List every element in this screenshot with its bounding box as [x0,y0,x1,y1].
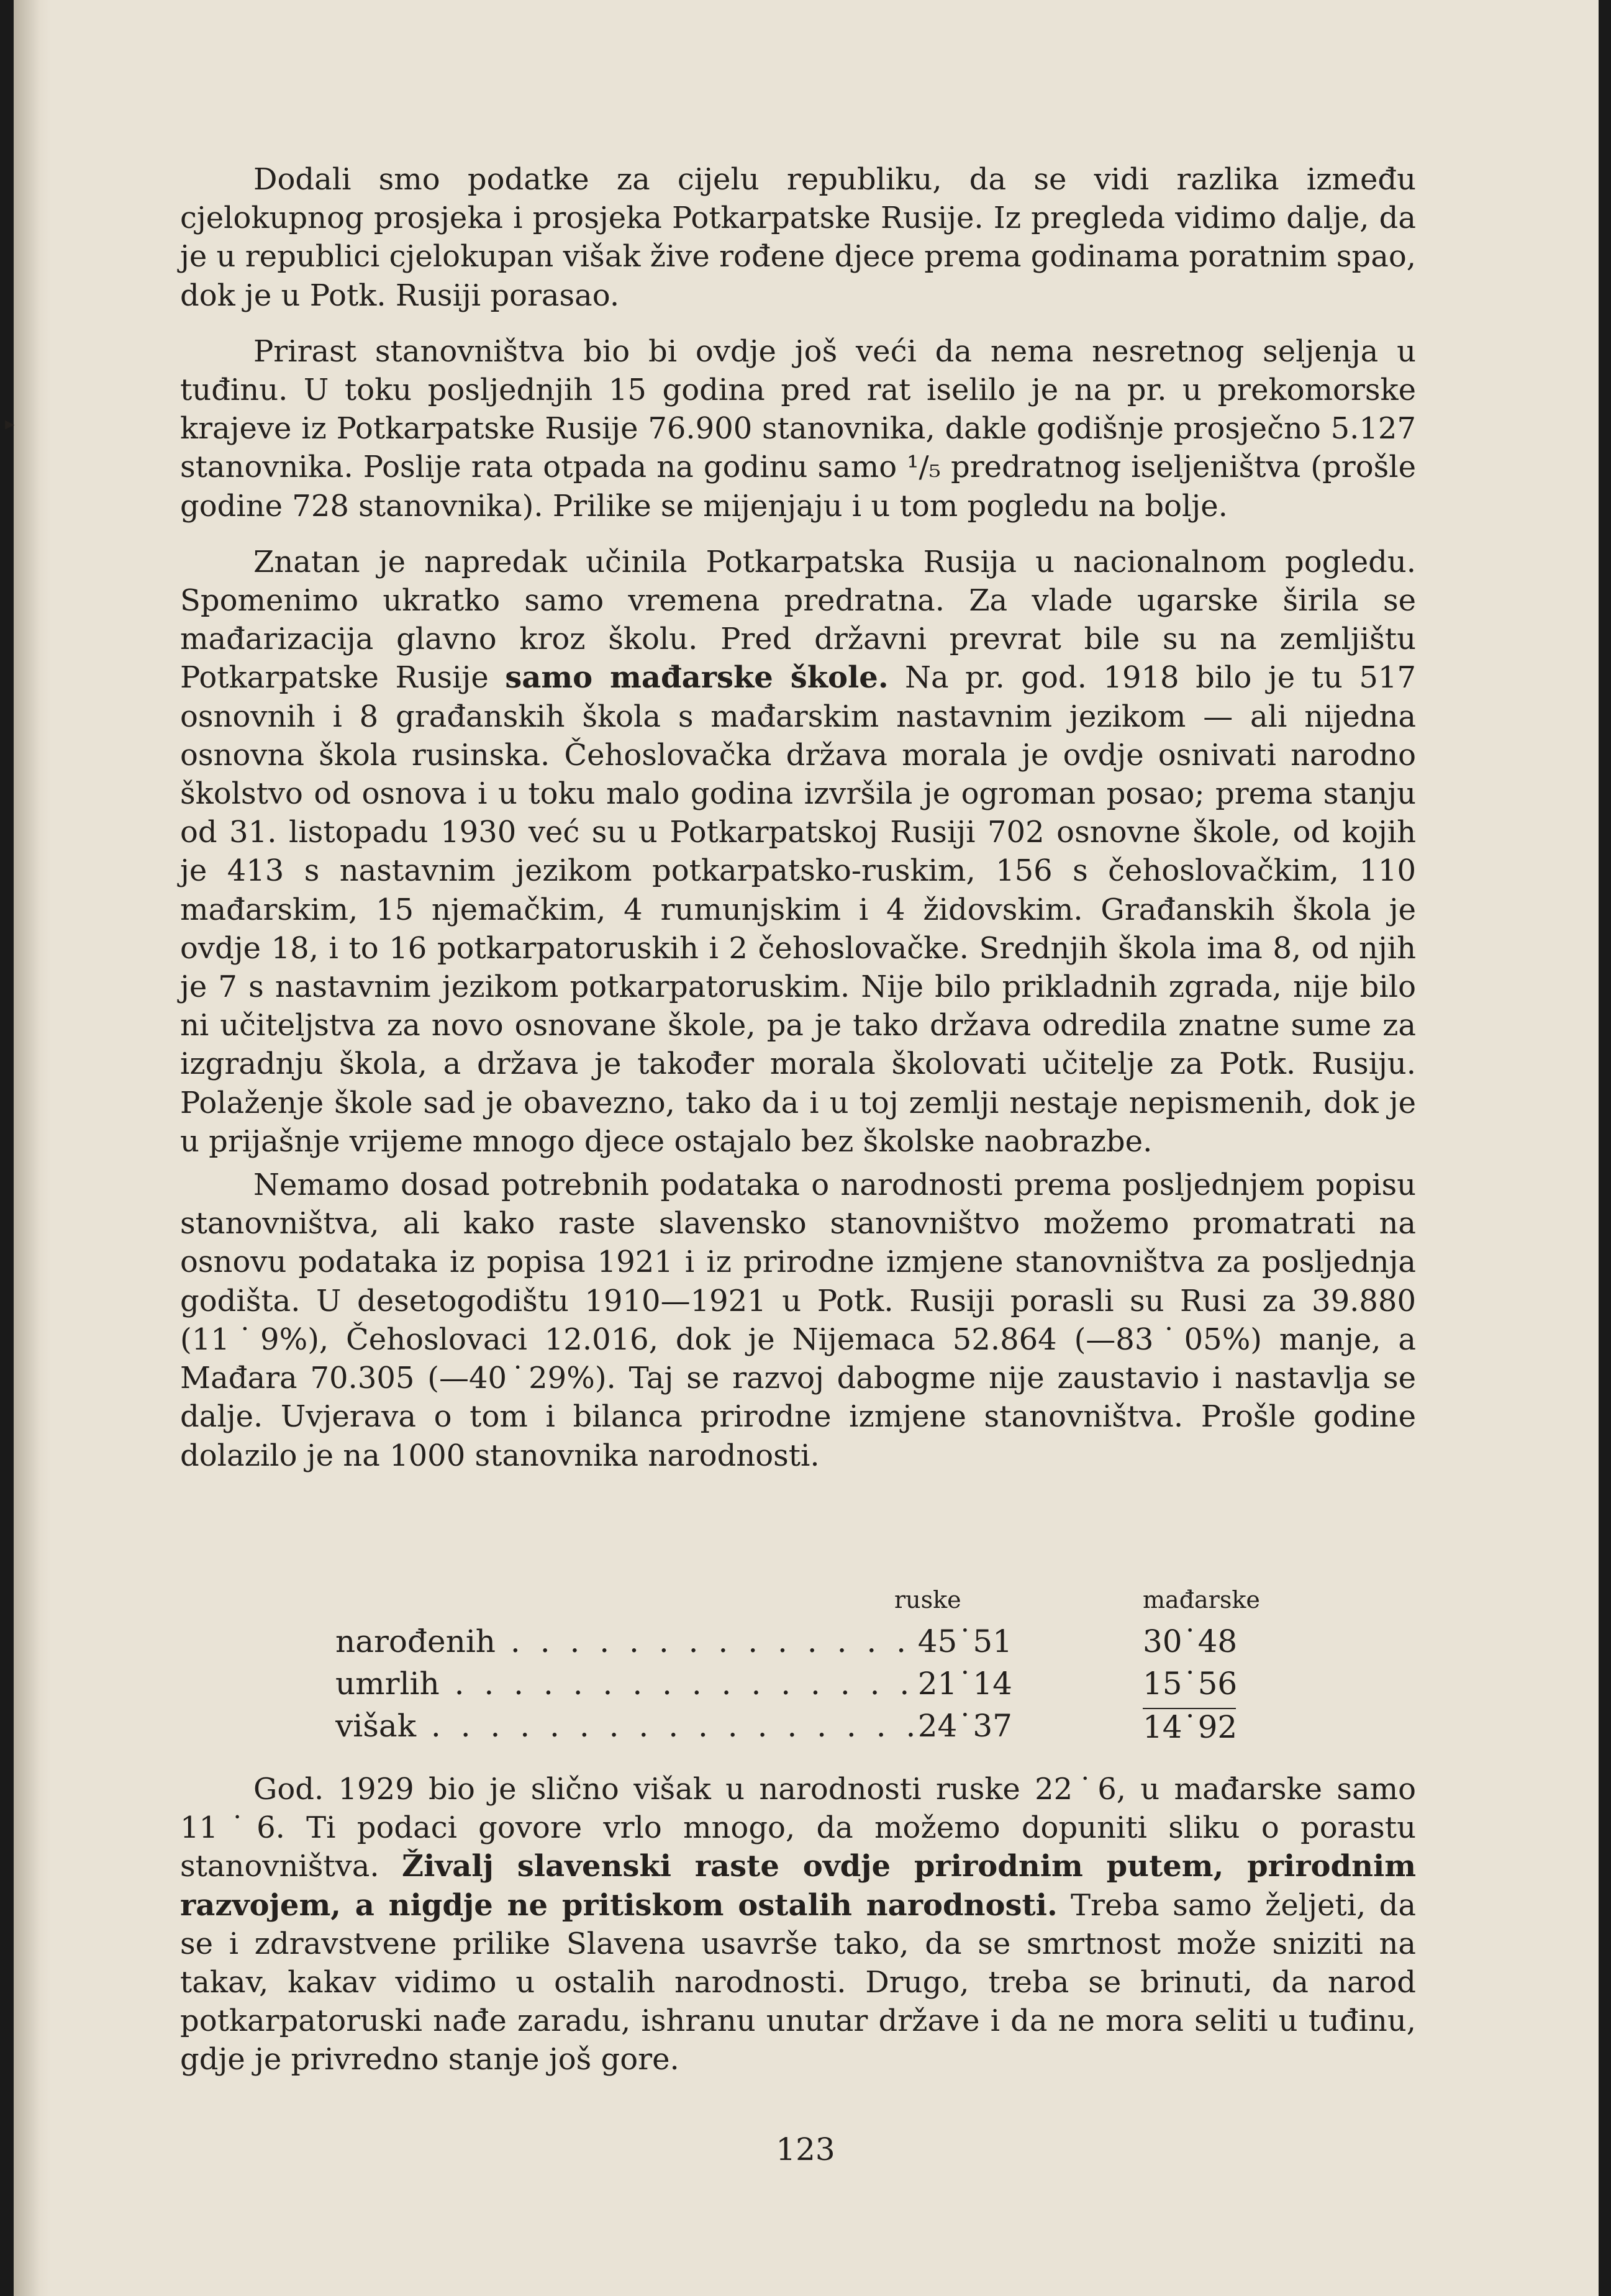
closing-paragraph [180,1770,1416,2079]
paragraph-2: Prirast stanovništva bio bi ovdje još veći da nema nesretnog seljenja u tuđinu. U toku posljednjih 15 godina pred rat iselilo je na pr. u prekomorske krajeve iz Potkarpatske Rusije 76.900 stanovnika, dakle godišnje prosječno 5.127 stanovnika. Poslije rata otpada na godinu samo ¹/₅ predratnog iseljeništva (prošle godine 728 stanovnika). Prilike se mijenjaju i u tom pogledu na bolje. [180,334,1416,524]
column-header-ruske: ruske [894,1586,961,1613]
closing-text [180,1770,1416,2079]
cell-ruske: 21˙14 [913,1666,1012,1702]
closing-bold: Živalj slavenski raste ovdje prirodnim putem, prirodnim razvojem, a nigdje ne pritiskom ostalih narodnosti. [180,1849,1416,1923]
paragraph-3 [180,543,1416,1161]
paragraph-3-bold: samo mađarske škole. [505,660,889,696]
table-row [335,1623,1279,1666]
row-label: narođenih . . . [335,1623,913,1659]
table-header [335,1586,1279,1623]
paragraph-4: Nemamo dosad potrebnih podataka o narodnosti prema posljednjem popisu stanovništva, ali kako raste slavensko stanovništvo možemo promatrati na osnovu podataka iz popisa 1921 i iz prirodne izmjene stanovništva za posljednja godišta. U desetogodištu 1910—1921 u Potk. Rusiji porasli su Rusi za 39.880 (11˙9%), Čehoslovaci 12.016, dok je Nijemaca 52.864 (—83˙05%) manje, a Mađara 70.305 (—40˙29%). Taj se razvoj dabogme nije zaustavio i nastavlja se dalje. Uvjerava o tom i bilanca prirodne izmjene stanovništva. Prošle godine dolazilo je na 1000 stanovnika narodnosti. [180,1168,1416,1473]
paragraph-3-post: Na pr. god. 1918 bilo je tu 517 osnovnih i 8 građanskih škola s mađarskim nastavnim jezikom — ali nijedna osnovna škola rusinska. Čehoslovačka država morala je ovdje osnivati narodno školstvo od osnova i u toku malo godina izvršila je ogroman posao; prema stanju od 31. listopadu 1930 već su u Potkarpatskoj Rusiji 702 osnovne škole, od kojih je 413 s nastavnim jezikom potkarpatsko-ruskim, 156 s čehoslovačkim, 110 mađarskim, 15 njemačkim, 4 rumunjskim i 4 židovskim. Građanskih škola je ovdje 18, i to 16 potkarpatoruskih i 2 čehoslovačke. Srednjih škola ima 8, od njih je 7 s nastavnim jezikom potkarpatoruskim. Nije bilo prikladnih zgrada, nije bilo ni učiteljstva za novo osnovane škole, pa je tako država odredila znatne sume za izgradnju škola, a država je također morala školovati učitelje za Potk. Rusiju. Polaženje škole sad je obavezno, tako da i u toj zemlji nestaje nepismenih, dok je u prijašnje vrijeme mnogo djece ostajalo bez školske naobrazbe. [180,660,1416,1159]
page-number: 123 [776,2131,835,2167]
table-row [335,1708,1279,1750]
page-spine-shadow [14,0,51,2296]
cell-ruske: 24˙37 [913,1708,1012,1744]
cell-madjarske: 14˙92 [1143,1709,1238,1745]
row-label: umrlih . . . [335,1666,913,1702]
closing-pre: God. 1929 bio je slično višak u narodnosti ruske 22˙6, u mađarske samo 11˙6. Ti podaci govore vrlo mnogo, da možemo dopuniti sliku o porastu stanovništva. [180,1772,1416,1884]
cell-ruske: 45˙51 [913,1623,1012,1659]
body-text [180,160,1416,1475]
table-row [335,1666,1279,1708]
margin-mark: ▸ [5,413,15,435]
closing-post: Treba samo željeti, da se i zdravstvene prilike Slavena usavrše tako, da se smrtnost može sniziti na takav, kakav vidimo u ostalih narodnosti. Drugo, treba se brinuti, da narod potkarpatoruski nađe zaradu, ishranu unutar države i da ne mora seliti u tuđinu, gdje je privredno stanje još gore. [180,1887,1417,2077]
nationality-table [335,1586,1279,1750]
cell-madjarske: 15˙56 [1143,1666,1238,1702]
row-label: višak . . . [335,1708,913,1744]
paragraph-3-pre: Znatan je napredak učinila Potkarpatska Rusija u nacionalnom pogledu. Spomenimo ukratko samo vremena predratna. Za vlade ugarske širila se mađarizacija glavno kroz školu. Pred državni prevrat bile su na zemljištu Potkarpatske Rusije [180,544,1416,696]
paragraph-1: Dodali smo podatke za cijelu republiku, da se vidi razlika između cjelokupnog prosjeka i prosjeka Potkarpatske Rusije. Iz pregleda vidimo dalje, da je u republici cjelokupan višak žive rođene djece prema godinama poratnim spao, dok je u Potk. Rusiji porasao. [180,162,1416,313]
cell-madjarske: 30˙48 [1143,1623,1238,1659]
column-header-madjarske: mađarske [1143,1586,1260,1613]
